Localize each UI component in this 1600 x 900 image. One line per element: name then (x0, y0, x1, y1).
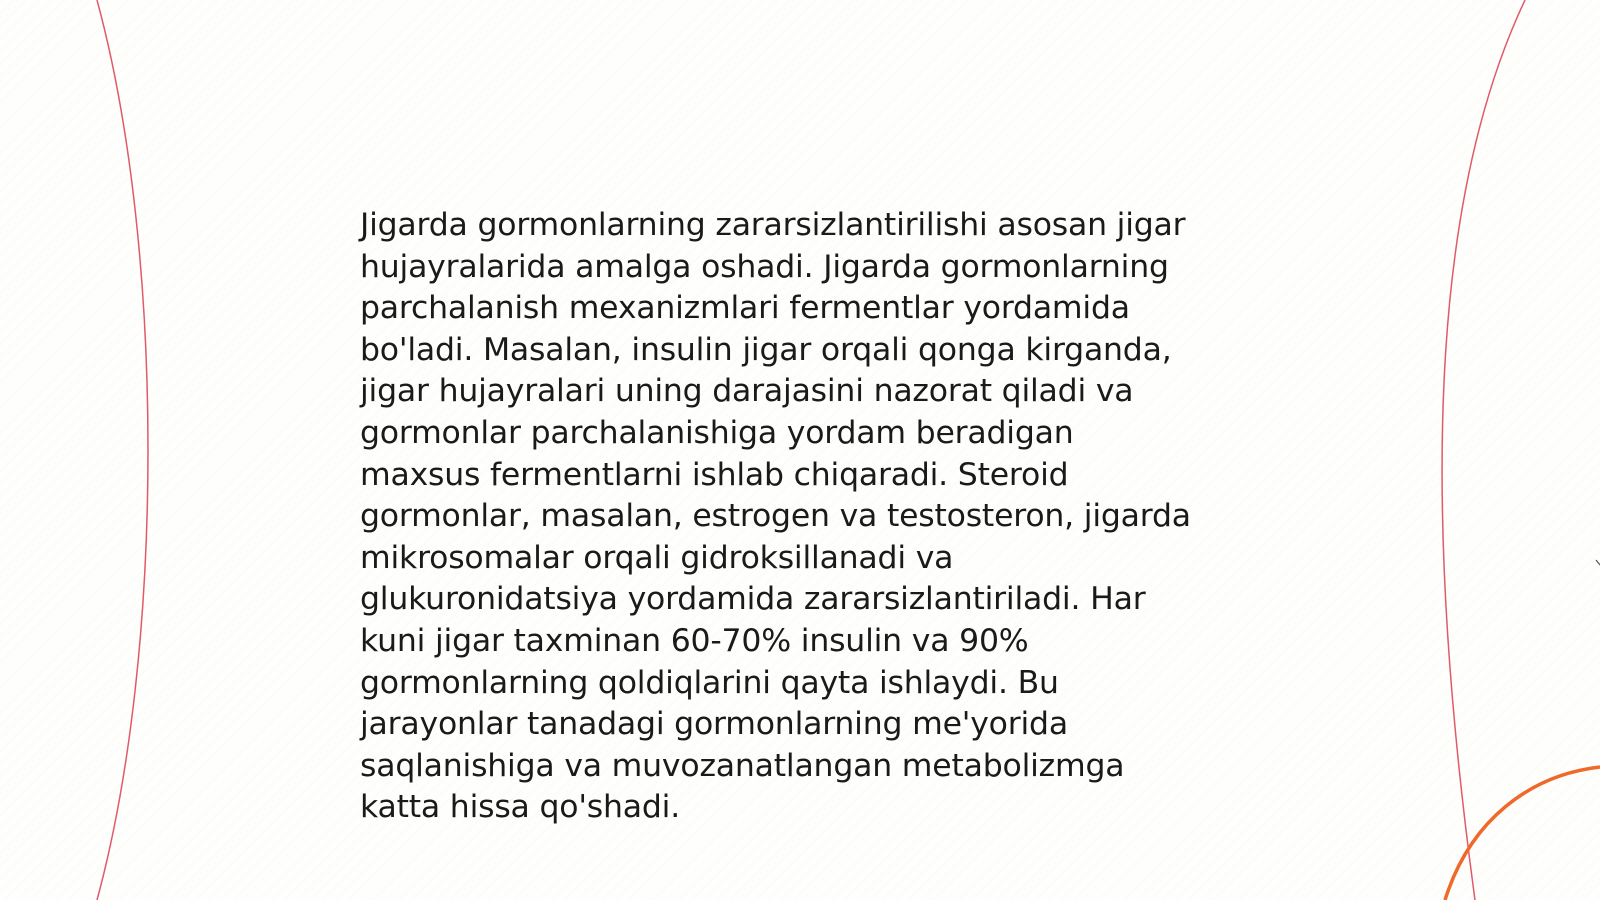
paragraph-line: jarayonlar tanadagi gormonlarning me'yorida (360, 706, 1068, 743)
paragraph-line: mikrosomalar orqali gidroksillanadi va (360, 539, 954, 576)
paragraph-line: saqlanishiga va muvozanatlangan metabolizmga (360, 747, 1125, 784)
paragraph-line: hujayralarida amalga oshadi. Jigarda gormonlarning (360, 248, 1169, 285)
paragraph-line: parchalanish mexanizmlari fermentlar yordamida (360, 290, 1130, 327)
orange-arc (1445, 767, 1600, 900)
right-curve-line (1442, 0, 1525, 900)
body-paragraph (360, 205, 1240, 829)
paragraph-line: katta hissa qo'shadi. (360, 789, 681, 826)
paragraph-line: gormonlar parchalanishiga yordam beradigan (360, 414, 1074, 451)
paragraph-line: maxsus fermentlarni ishlab chiqaradi. Steroid (360, 456, 1069, 493)
paragraph-line: bo'ladi. Masalan, insulin jigar orqali qonga kirganda, (360, 331, 1172, 368)
paragraph-line: Jigarda gormonlarning zararsizlantirilishi asosan jigar (360, 207, 1186, 243)
paragraph-line: gormonlarning qoldiqlarini qayta ishlaydi. Bu (360, 664, 1059, 701)
paragraph-line: gormonlar, masalan, estrogen va testosteron, jigarda (360, 498, 1191, 535)
left-curve-line (97, 0, 148, 900)
paragraph-line: glukuronidatsiya yordamida zararsizlantiriladi. Har (360, 581, 1146, 618)
paragraph-line: kuni jigar taxminan 60-70% insulin va 90% (360, 622, 1029, 659)
paragraph-line: jigar hujayralari uning darajasini nazorat qiladi va (360, 373, 1134, 410)
edge-tick-mark (1596, 560, 1600, 565)
